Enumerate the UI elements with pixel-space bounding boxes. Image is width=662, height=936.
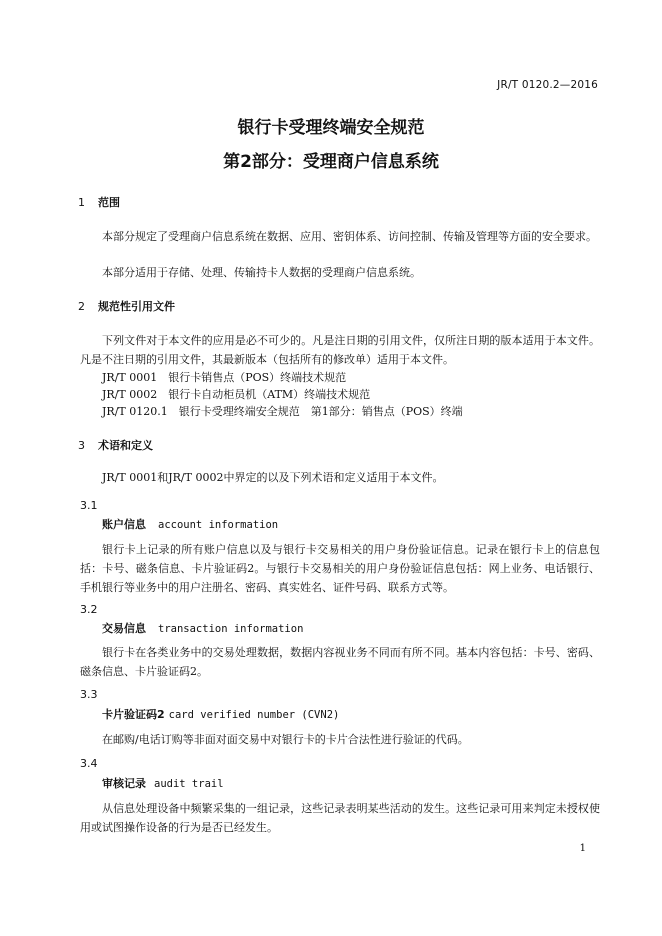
page-number: 1: [579, 843, 586, 854]
term-en: audit trail: [154, 778, 224, 790]
term-en: card verified number (CVN2): [168, 709, 340, 721]
term-en: transaction information: [158, 623, 304, 635]
section-number: 1: [78, 196, 85, 209]
term-zh: 卡片验证码2: [102, 708, 165, 721]
term-zh: 账户信息: [102, 518, 146, 531]
term-number: 3.3: [80, 688, 98, 701]
term-zh: 交易信息: [102, 622, 146, 635]
scope-paragraph-1: 本部分规定了受理商户信息系统在数据、应用、密钥体系、访问控制、传输及管理等方面的安全要求。: [102, 230, 597, 243]
terms-intro: JR/T 0001和JR/T 0002中界定的以及下列术语和定义适用于本文件。: [102, 471, 444, 484]
term-number: 3.4: [80, 757, 98, 770]
term-en: account information: [158, 519, 279, 531]
scope-paragraph-2: 本部分适用于存储、处理、传输持卡人数据的受理商户信息系统。: [102, 266, 421, 279]
document-subtitle: 第2部分：受理商户信息系统: [223, 152, 439, 172]
term-heading: [102, 706, 339, 722]
section-title: 规范性引用文件: [98, 300, 175, 313]
term-heading: [102, 775, 224, 791]
standard-number: JR/T 0120.2—2016: [497, 79, 598, 91]
term-number: 3.1: [80, 499, 98, 512]
section-heading-terms: [78, 437, 153, 453]
term-definition: 银行卡在各类业务中的交易处理数据，数据内容视业务不同而有所不同。基本内容包括：卡号、密码、磁条信息、卡片验证码2。: [80, 646, 600, 678]
term-heading: [102, 620, 303, 636]
term-number: 3.2: [80, 603, 98, 616]
section-heading-scope: [78, 194, 120, 210]
section-title: 术语和定义: [98, 439, 153, 452]
document-title: 银行卡受理终端安全规范: [237, 118, 425, 138]
term-definition: 从信息处理设备中频繁采集的一组记录，这些记录表明某些活动的发生。这些记录可用来判定未授权使用或试图操作设备的行为是否已经发生。: [80, 802, 600, 834]
reference-item: JR/T 0002 银行卡自动柜员机（ATM）终端技术规范: [102, 388, 371, 401]
section-heading-references: [78, 298, 175, 314]
reference-item: JR/T 0120.1 银行卡受理终端安全规范 第1部分：销售点（POS）终端: [102, 405, 463, 418]
reference-item: JR/T 0001 银行卡销售点（POS）终端技术规范: [102, 371, 347, 384]
section-number: 3: [78, 439, 85, 452]
term-definition: 在邮购/电话订购等非面对面交易中对银行卡的卡片合法性进行验证的代码。: [102, 733, 469, 746]
term-heading: [102, 516, 278, 532]
references-paragraph: 下列文件对于本文件的应用是必不可少的。凡是注日期的引用文件，仅所注日期的版本适用于本文件。凡是不注日期的引用文件，其最新版本（包括所有的修改单）适用于本文件。: [80, 334, 600, 366]
section-title: 范围: [98, 196, 120, 209]
term-zh: 审核记录: [102, 777, 146, 790]
term-definition: 银行卡上记录的所有账户信息以及与银行卡交易相关的用户身份验证信息。记录在银行卡上的信息包括：卡号、磁条信息、卡片验证码2。与银行卡交易相关的用户身份验证信息包括：网上业务、电话银行、手机银行等业务中的用户注册名、密码、真实姓名、证件号码、联系方式等。: [80, 543, 600, 594]
section-number: 2: [78, 300, 85, 313]
